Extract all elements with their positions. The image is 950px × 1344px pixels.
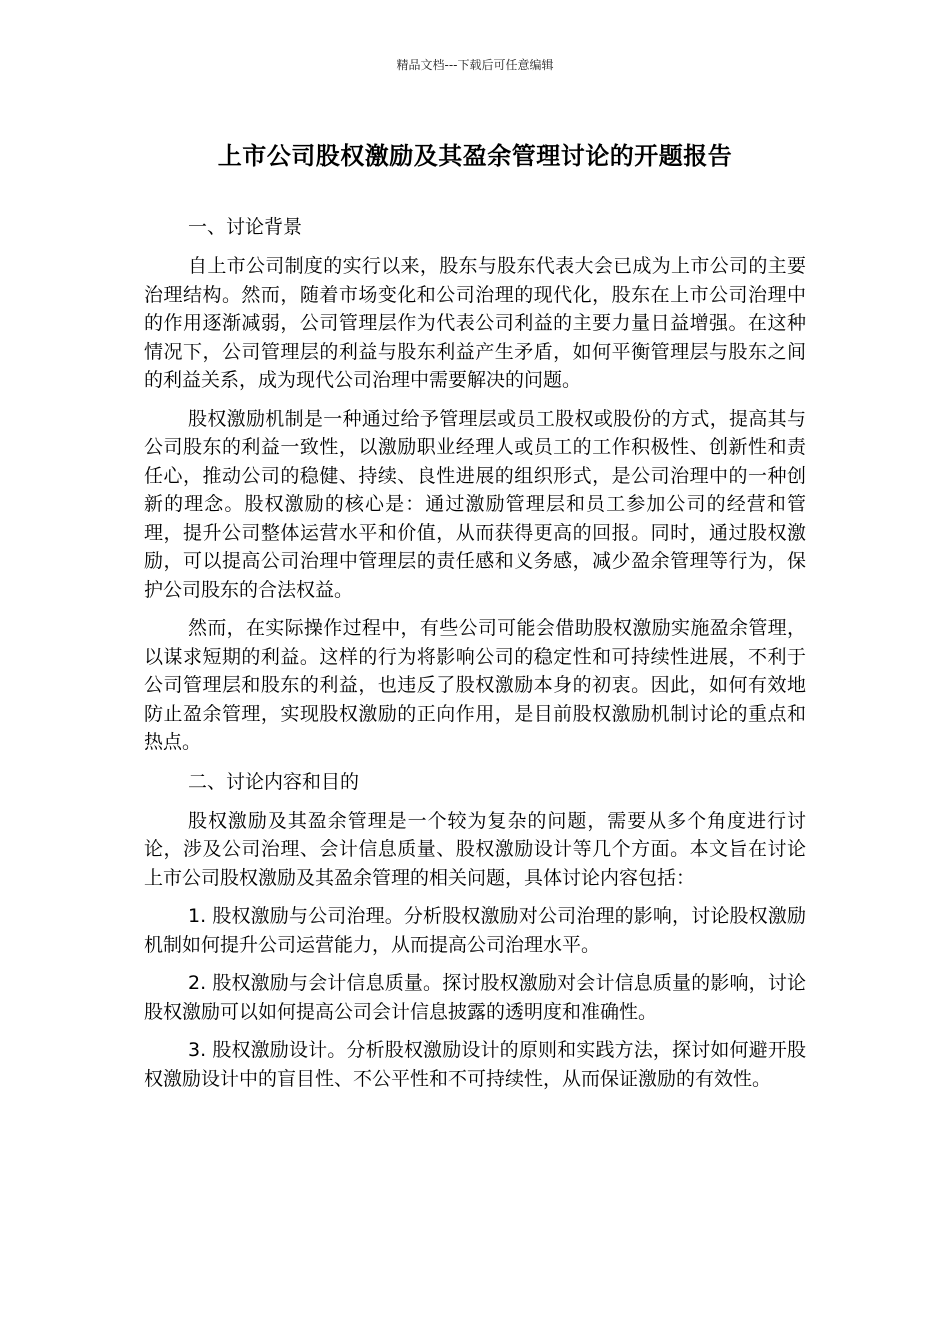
list-item: 2. 股权激励与会计信息质量。探讨股权激励对会计信息质量的影响，讨论股权激励可以如何提高公司会计信息披露的透明度和准确性。 bbox=[144, 972, 806, 1023]
list-item: 3. 股权激励设计。分析股权激励设计的原则和实践方法，探讨如何避开股权激励设计中的盲目性、不公平性和不可持续性，从而保证激励的有效性。 bbox=[144, 1039, 806, 1090]
document-body bbox=[144, 212, 806, 1103]
section-background bbox=[144, 212, 806, 757]
paragraph: 然而，在实际操作过程中，有些公司可能会借助股权激励实施盈余管理，以谋求短期的利益。这样的行为将影响公司的稳定性和可持续性进展，不利于公司管理层和股东的利益，也违反了股权激励本身的初衷。因此，如何有效地防止盈余管理，实现股权激励的正向作用，是目前股权激励机制讨论的重点和热点。 bbox=[144, 617, 806, 753]
paragraph: 股权激励及其盈余管理是一个较为复杂的问题，需要从多个角度进行讨论，涉及公司治理、会计信息质量、股权激励设计等几个方面。本文旨在讨论上市公司股权激励及其盈余管理的相关问题，具体讨论内容包括： bbox=[144, 809, 806, 889]
section-heading: 一、讨论背景 bbox=[188, 216, 303, 238]
section-heading: 二、讨论内容和目的 bbox=[188, 770, 360, 793]
paragraph: 股权激励机制是一种通过给予管理层或员工股权或股份的方式，提高其与公司股东的利益一致性，以激励职业经理人或员工的工作积极性、创新性和责任心，推动公司的稳健、持续、良性进展的组织形式，是公司治理中的一种创新的理念。股权激励的核心是：通过激励管理层和员工参加公司的经营和管理，提升公司整体运营水平和价值，从而获得更高的回报。同时，通过股权激励，可以提高公司治理中管理层的责任感和义务感，减少盈余管理等行为，保护公司股东的合法权益。 bbox=[144, 407, 806, 601]
document-title: 上市公司股权激励及其盈余管理讨论的开题报告 bbox=[217, 142, 733, 170]
header-note: 精品文档---下载后可任意编辑 bbox=[396, 58, 554, 72]
list-item: 1. 股权激励与公司治理。分析股权激励对公司治理的影响，讨论股权激励机制如何提升公司运营能力，从而提高公司治理水平。 bbox=[144, 905, 806, 956]
paragraph: 自上市公司制度的实行以来，股东与股东代表大会已成为上市公司的主要治理结构。然而，随着市场变化和公司治理的现代化，股东在上市公司治理中的作用逐渐减弱，公司管理层作为代表公司利益的主要力量日益增强。在这种情况下，公司管理层的利益与股东利益产生矛盾，如何平衡管理层与股东之间的利益关系，成为现代公司治理中需要解决的问题。 bbox=[144, 255, 806, 391]
section-content-and-purpose bbox=[144, 767, 806, 1094]
